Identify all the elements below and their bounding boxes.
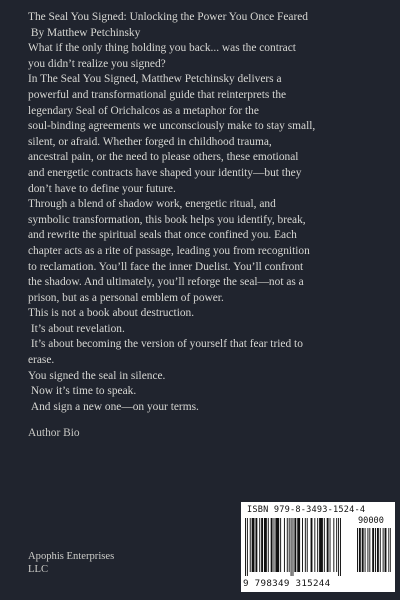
publisher-line-1: Apophis Enterprises — [28, 551, 115, 562]
book-byline: By Matthew Petchinsky — [28, 26, 141, 39]
description-line: soul-binding agreements we unconsciously make to stay small, — [28, 120, 316, 133]
barcode-bar — [330, 518, 331, 572]
publisher-name — [28, 550, 114, 576]
description-line: It’s about revelation. — [28, 322, 125, 335]
isbn-barcode — [241, 502, 395, 592]
barcode-bar — [357, 528, 358, 572]
author-bio-heading: Author Bio — [28, 427, 80, 439]
publisher-line-2: LLC — [28, 564, 49, 575]
barcode-bar — [369, 528, 370, 572]
barcode-bars — [245, 518, 351, 576]
barcode-bar — [284, 518, 285, 572]
barcode-bar — [375, 528, 376, 572]
barcode-bar — [336, 518, 337, 572]
description-line: the shadow. And ultimately, you’ll reforge the seal—not as a — [28, 276, 304, 289]
barcode-bar — [367, 528, 368, 572]
barcode-bar — [338, 518, 339, 576]
description-line: silent, or afraid. Whether forged in childhood trauma, — [28, 135, 272, 148]
description-line: legendary Seal of Orichalcos as a metaphor for the — [28, 104, 259, 117]
barcode-bar — [390, 528, 391, 572]
barcode-bar — [305, 518, 306, 572]
barcode-bar — [365, 528, 366, 572]
barcode-bar — [252, 518, 255, 572]
barcode-bar — [333, 518, 334, 572]
barcode-bar — [294, 518, 296, 572]
description-line: prison, but as a personal emblem of power. — [28, 291, 224, 304]
description-line: In The Seal You Signed, Matthew Petchinsky delivers a — [28, 73, 282, 86]
barcode-bar — [319, 518, 323, 572]
description-line: and energetic contracts have shaped your identity—but they — [28, 166, 302, 179]
barcode-bar — [383, 528, 384, 572]
barcode-bar — [385, 528, 387, 572]
barcode-bar — [291, 518, 292, 576]
description-line: You signed the seal in silence. — [28, 369, 166, 382]
description-line: erase. — [28, 354, 55, 367]
description-line: symbolic transformation, this book helps you identify, break, — [28, 213, 306, 226]
description-line: you didn’t realize you signed? — [28, 57, 166, 70]
barcode-bar — [247, 518, 248, 576]
barcode-bar — [302, 518, 303, 572]
description-line: Now it’s time to speak. — [28, 385, 137, 398]
barcode-bar — [388, 528, 389, 572]
barcode-bar — [280, 518, 281, 572]
barcode-bar — [377, 528, 379, 572]
barcode-bar — [264, 518, 267, 572]
description-line: What if the only thing holding you back... was the contract — [28, 42, 296, 55]
barcode-bar — [287, 518, 288, 572]
description-line: Through a blend of shadow work, energetic ritual, and — [28, 198, 276, 211]
barcode-bar — [261, 518, 263, 572]
description-line: It’s about becoming the version of yourself that fear tried to — [28, 338, 303, 351]
barcode-bar — [297, 518, 300, 572]
barcode-bar — [324, 518, 325, 572]
barcode-bar — [271, 518, 273, 572]
back-cover-text — [28, 10, 384, 415]
barcode-bar — [259, 518, 260, 572]
barcode-bar — [245, 518, 246, 576]
barcode-bar — [289, 518, 290, 572]
barcode-bar — [274, 518, 275, 572]
barcode-digits: 9 798349 315244 — [243, 578, 331, 589]
barcode-bar — [359, 528, 361, 572]
description-line: and rewrite the spiritual seals that once confined you. Each — [28, 229, 297, 242]
description-line: powerful and transformational guide that reinterprets the — [28, 88, 287, 101]
barcode-bar — [314, 518, 315, 572]
description-line: chapter acts as a rite of passage, leading you from recognition — [28, 244, 310, 257]
description-line: to reclamation. You’ll face the inner Duelist. You’ll confront — [28, 260, 304, 273]
barcode-bar — [255, 518, 257, 572]
book-title: The Seal You Signed: Unlocking the Power You Once Feared — [28, 11, 308, 23]
description-line: don’t have to define your future. — [28, 182, 176, 195]
barcode-bar — [250, 518, 251, 572]
barcode-bar — [293, 518, 294, 576]
barcode-bar — [275, 518, 279, 572]
barcode-bar — [340, 518, 341, 576]
price-addon-number: 90000 — [358, 516, 384, 526]
barcode-bar — [362, 528, 364, 572]
barcode-bar — [268, 518, 269, 572]
description-line: This is not a book about destruction. — [28, 307, 195, 320]
isbn-label: ISBN 979-8-3493-1524-4 — [247, 505, 366, 515]
barcode-bar — [380, 528, 381, 572]
description-line: And sign a new one—on your terms. — [28, 400, 199, 413]
barcode-bar — [311, 518, 313, 572]
addon-barcode-bars — [357, 528, 391, 576]
barcode-bar — [327, 518, 329, 572]
barcode-bar — [372, 528, 374, 572]
barcode-bar — [307, 518, 308, 572]
description-line: ancestral pain, or the need to please others, these emotional — [28, 151, 299, 164]
barcode-bar — [317, 518, 318, 572]
